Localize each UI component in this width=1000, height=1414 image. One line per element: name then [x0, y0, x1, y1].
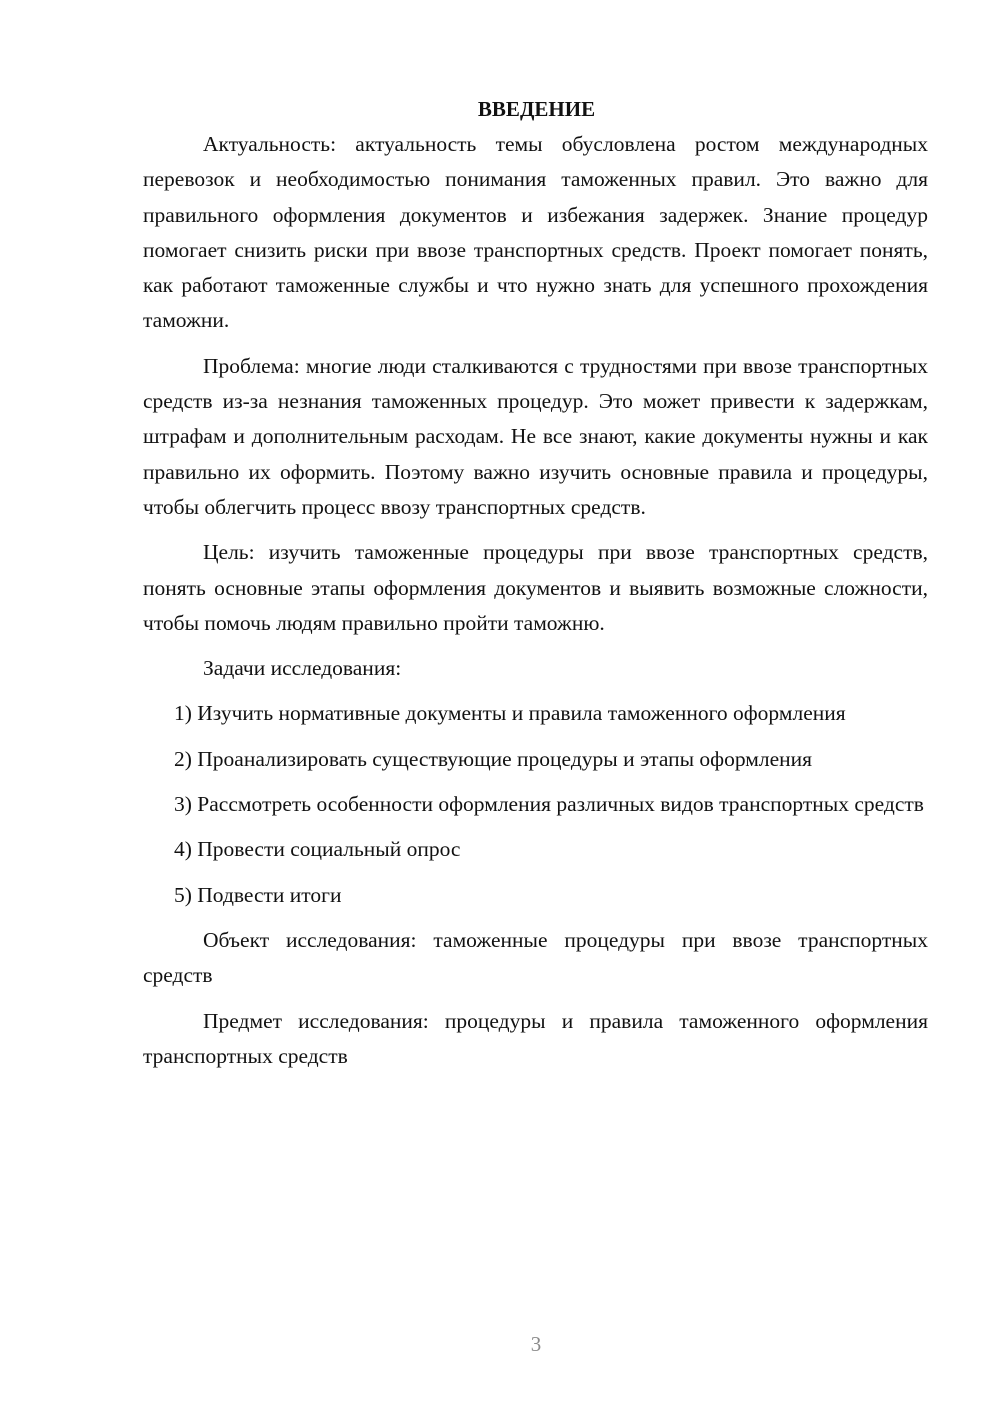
paragraph-problem: Проблема: многие люди сталкиваются с трудностями при ввозе транспортных средств из-за незнания таможенных процедур. Это может привести к задержкам, штрафам и дополнительным расходам. Не все знают, какие документы нужны и как правильно их оформить. Поэтому важно изучить основные правила и процедуры, чтобы облегчить процесс ввозу транспортных средств.: [143, 353, 928, 519]
paragraph-object: Объект исследования: таможенные процедуры при ввозе транспортных средств: [143, 927, 928, 988]
task-item-5: 5) Подвести итоги: [174, 882, 342, 907]
task-item-2: 2) Проанализировать существующие процедуры и этапы оформления: [174, 746, 813, 771]
page-number: 3: [530, 1332, 542, 1356]
page-content: [143, 92, 928, 1084]
tasks-heading: Задачи исследования:: [203, 656, 402, 681]
paragraph-subject: Предмет исследования: процедуры и правила таможенного оформления транспортных средств: [143, 1008, 928, 1068]
task-item-1: 1) Изучить нормативные документы и правила таможенного оформления: [174, 701, 846, 726]
paragraph-goal: Цель: изучить таможенные процедуры при ввозе транспортных средств, понять основные этапы оформления документов и выявить возможные сложности, чтобы помочь людям правильно пройти таможню.: [143, 540, 928, 635]
paragraph-relevance: Актуальность: актуальность темы обусловлена ростом международных перевозок и необходимостью понимания таможенных правил. Это важно для правильного оформления документов и избежания задержек. Знание процедур помогает снизить риски при ввозе транспортных средств. Проект помогает понять, как работают таможенные службы и что нужно знать для успешного прохождения таможни.: [143, 132, 928, 333]
task-item-3: 3) Рассмотреть особенности оформления различных видов транспортных средств: [174, 792, 924, 817]
section-heading: ВВЕДЕНИЕ: [477, 97, 596, 121]
task-item-4: 4) Провести социальный опрос: [174, 837, 461, 862]
